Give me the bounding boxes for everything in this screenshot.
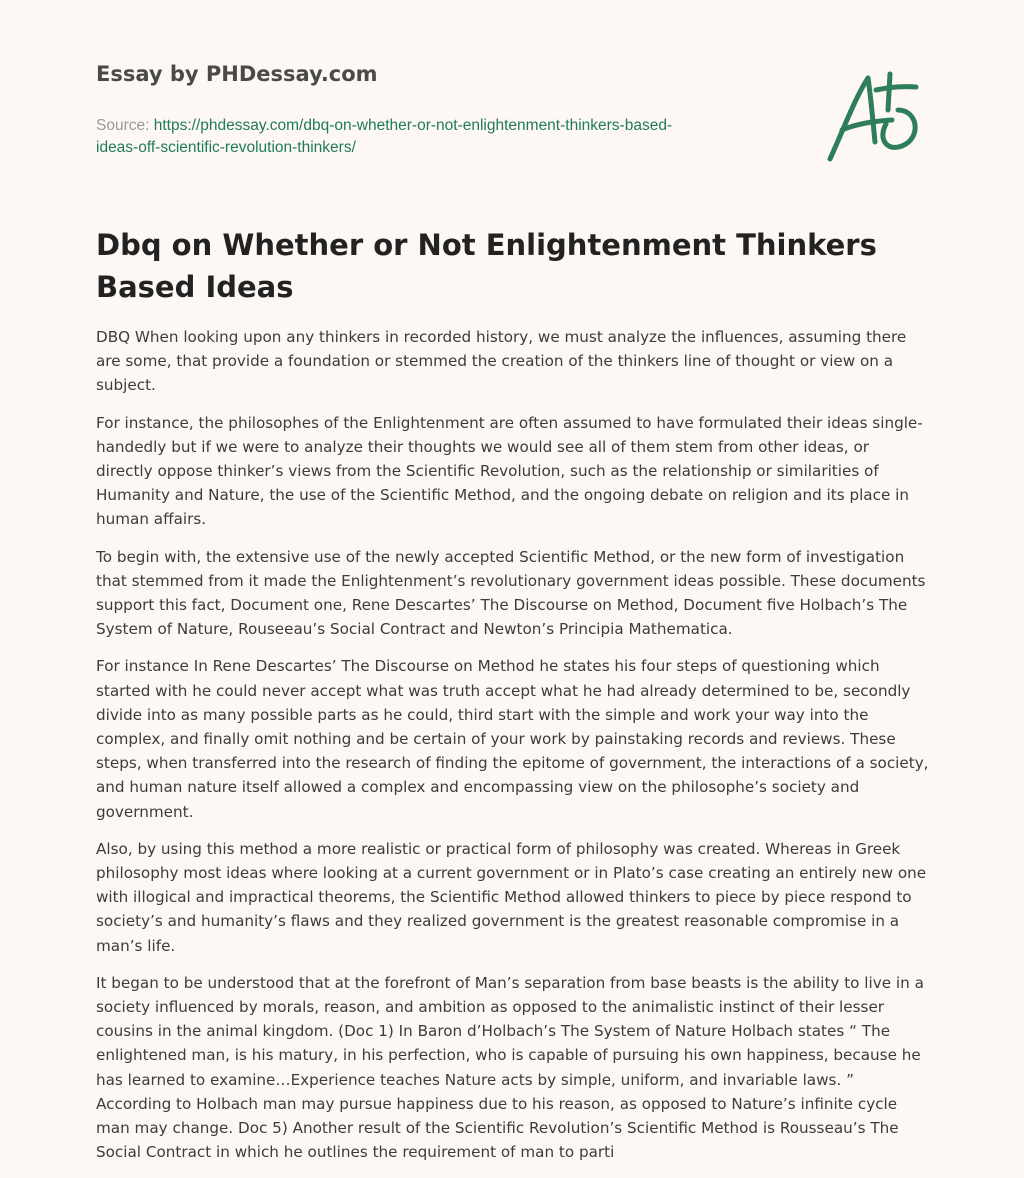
paragraph: For instance, the philosophes of the Enlightenment are often assumed to have formulated their ideas single-handedly but if we were to analyze their thoughts we would see all of them stem from other ideas, or directly oppose thinker’s views from the Scientific Revolution, such as the relationship or similarities of Humanity and Nature, the use of the Scientific Method, and the ongoing debate on religion and its place in human affairs. (96, 413, 923, 529)
essay-title: Dbq on Whether or Not Enlightenment Thinkers Based Ideas (96, 228, 877, 304)
source-label: Source: (96, 117, 150, 134)
site-name: Essay by PHDessay.com (96, 62, 378, 86)
essay-body (96, 325, 930, 1178)
paragraph: DBQ When looking upon any thinkers in recorded history, we must analyze the influences, assuming there are some, that provide a foundation or stemmed the creation of the thinkers line of thought or view on a subject. (96, 328, 907, 395)
essay-header (96, 62, 756, 159)
paragraph: It began to be understood that at the forefront of Man’s separation from base beasts is the ability to live in a society influenced by morals, reason, and ambition as opposed to the animalistic instinct of their lesser cousins in the animal kingdom. (Doc 1) In Baron d’Holbach’s The System of Nature Holbach states “ The enlightened man, is his matury, in his perfection, who is capable of pursuing his own happiness, because he has learned to examine…Experience teaches Nature acts by simple, uniform, and invariable laws. ” According to Holbach man may pursue happiness due to his reason, as opposed to Nature’s infinite cycle man may change. Doc 5) Another result of the Scientific Revolution’s Scientific Method is Rousseau’s The Social Contract in which he outlines the requirement of man to parti (96, 973, 924, 1162)
paragraph: To begin with, the extensive use of the newly accepted Scientific Method, or the new form of investigation that stemmed from it made the Enlightenment’s revolutionary government ideas possible. These documents support this fact, Document one, Rene Descartes’ The Discourse on Method, Document five Holbach’s The System of Nature, Rouseeau’s Social Contract and Newton’s Principia Mathematica. (96, 547, 926, 639)
paragraph: Also, by using this method a more realistic or practical form of philosophy was created. Whereas in Greek philosophy most ideas where looking at a current government or in Plato’s case creating an entirely new one with illogical and impractical theorems, the Scientific Method allowed thinkers to piece by piece respond to society’s and humanity’s flaws and they realized government is the greatest reasonable compromise in a man’s life. (96, 839, 927, 955)
source-line (96, 115, 756, 159)
source-link-line-1: https://phdessay.com/dbq-on-whether-or-not-enlightenment-thinkers-based- (153, 117, 673, 134)
source-link[interactable] (96, 117, 672, 156)
paragraph: For instance In Rene Descartes’ The Discourse on Method he states his four steps of questioning which started with he could never accept what was truth accept what he had already determined to be, secondly divide into as many possible parts as he could, third start with the simple and work your way into the complex, and finally omit nothing and be certain of your work by painstaking records and reviews. These steps, when transferred into the research of finding the epitome of government, the interactions of a society, and human nature itself allowed a complex and encompassing view on the philosophe’s society and government. (96, 657, 929, 821)
a-plus-grade-icon (818, 66, 934, 166)
source-link-line-2: ideas-off-scientific-revolution-thinkers/ (96, 139, 356, 156)
